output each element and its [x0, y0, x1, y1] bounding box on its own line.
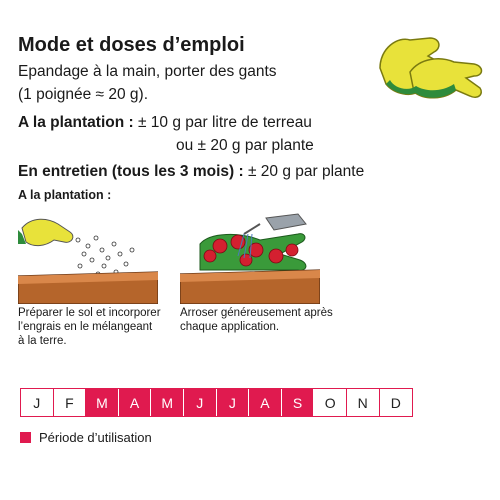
caption-line: Préparer le sol et incorporer — [18, 307, 161, 319]
plantation-dose-alt: ou ± 20 g par plante — [176, 137, 314, 154]
caption-preparation — [18, 306, 188, 348]
hand-sprinkling-icon — [18, 210, 158, 304]
caption-line: à la terre. — [18, 335, 67, 347]
legend-swatch — [20, 432, 31, 443]
entretien-label: En entretien (tous les 3 mois) : — [18, 163, 244, 180]
watering-can-icon — [180, 210, 320, 304]
month-cell: F — [54, 389, 87, 416]
month-cell: D — [380, 389, 413, 416]
instruction-line-1: Epandage à la main, porter des gants — [18, 63, 277, 80]
gloves-icon — [370, 28, 490, 106]
month-cell: J — [184, 389, 217, 416]
legend-label: Période d’utilisation — [39, 430, 152, 445]
month-cell: M — [86, 389, 119, 416]
page-title: Mode et doses d’emploi — [18, 34, 245, 56]
month-cell: O — [314, 389, 347, 416]
entretien-dose — [18, 163, 364, 181]
plantation-label: A la plantation : — [18, 114, 134, 131]
month-cell: N — [347, 389, 380, 416]
month-cell: A — [249, 389, 282, 416]
month-calendar — [20, 388, 413, 417]
month-cell: M — [151, 389, 184, 416]
caption-line: l’engrais en le mélangeant — [18, 321, 153, 333]
caption-line: chaque application. — [180, 321, 280, 333]
caption-arrosage — [180, 306, 350, 334]
plantation-subheading: A la plantation : — [18, 188, 112, 202]
plantation-dose — [18, 114, 312, 132]
caption-line: Arroser généreusement après — [180, 307, 333, 319]
plantation-dose-text: ± 10 g par litre de terreau — [133, 114, 312, 131]
month-cell: A — [119, 389, 152, 416]
instruction-line-2: (1 poignée ≈ 20 g). — [18, 86, 149, 103]
month-cell: S — [282, 389, 315, 416]
month-cell: J — [217, 389, 250, 416]
month-cell: J — [21, 389, 54, 416]
legend — [20, 430, 152, 445]
entretien-dose-text: ± 20 g par plante — [243, 163, 365, 180]
